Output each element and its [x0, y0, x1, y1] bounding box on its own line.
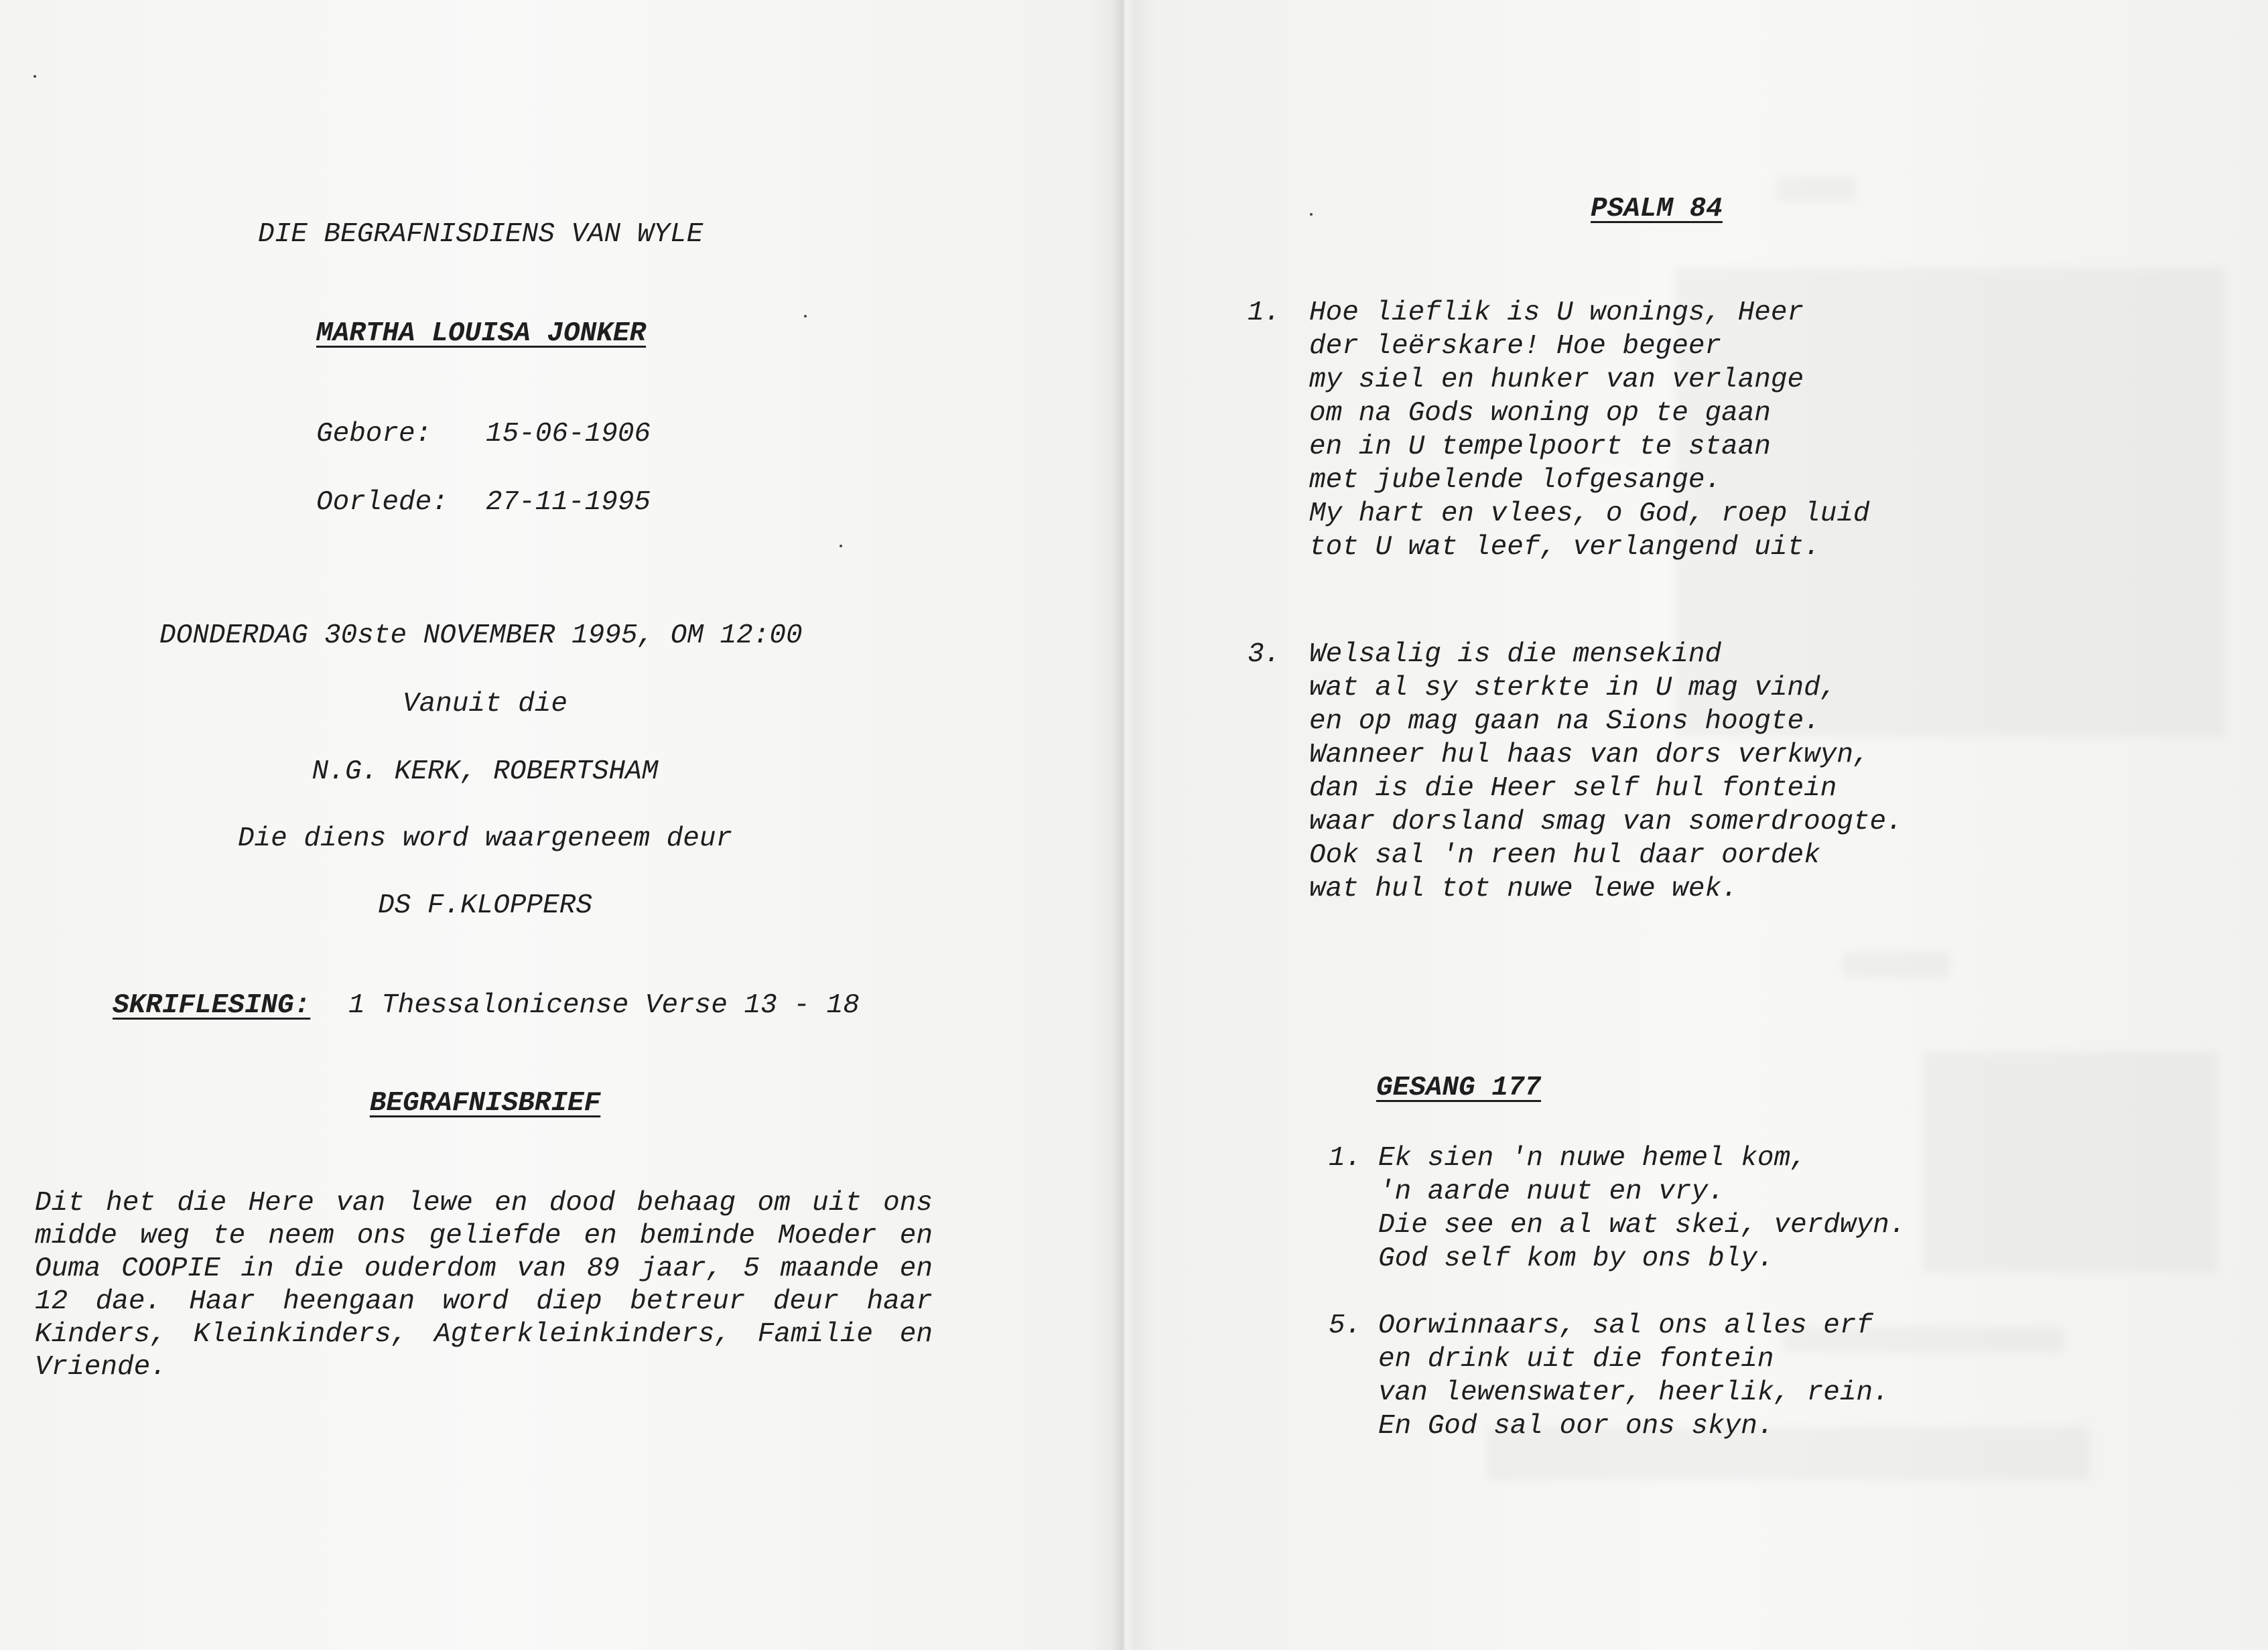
verse-line: Ook sal 'n reen hul daar oordek	[1309, 840, 1820, 871]
verse-line: en op mag gaan na Sions hoogte.	[1309, 706, 1820, 737]
verse-line: Wanneer hul haas van dors verkwyn,	[1309, 740, 1870, 770]
verse-line: En God sal oor ons skyn.	[1378, 1411, 1774, 1442]
hymn-verse-number: 1.	[1329, 1143, 1362, 1174]
verse-line: met jubelende lofgesange.	[1309, 465, 1722, 496]
verse-line: om na Gods woning op te gaan	[1309, 398, 1771, 429]
left-page	[0, 0, 1122, 1650]
funeral-letter-text: Dit het die Here van lewe en dood behaag om uit ons midde weg te neem ons geliefde en beminde Moeder en Ouma COOPIE in die ouderdom van 89 jaar, 5 maande en 12 dae. Haar heengaan word diep betreur deur haar Kinders, Kleinkinders, Agterkleinkinders, Familie en Vriende.	[35, 1188, 933, 1383]
verse-line: der leërskare! Hoe begeer	[1309, 331, 1722, 362]
born-date: 15-06-1906	[486, 419, 651, 450]
psalm-title: PSALM 84	[1591, 194, 1723, 224]
born-label: Gebore:	[316, 419, 432, 450]
died-date: 27-11-1995	[486, 487, 651, 518]
hymn-title: GESANG 177	[1376, 1073, 1542, 1103]
verse-line: My hart en vlees, o God, roep luid	[1309, 498, 1870, 529]
verse-line: my siel en hunker van verlange	[1309, 364, 1804, 395]
officiant-intro: Die diens word waargeneem deur	[237, 823, 733, 854]
verse-line: van lewenswater, heerlik, rein.	[1378, 1377, 1889, 1408]
deceased-name: MARTHA LOUISA JONKER	[316, 318, 647, 349]
verse-line: en drink uit die fontein	[1378, 1344, 1774, 1375]
verse-line: Hoe lieflik is U wonings, Heer	[1309, 297, 1804, 328]
verse-line: Ek sien 'n nuwe hemel kom,	[1378, 1143, 1807, 1174]
hymn-verse-number: 5.	[1329, 1310, 1362, 1341]
verse-line: God self kom by ons bly.	[1378, 1243, 1774, 1274]
verse-line: wat al sy sterkte in U mag vind,	[1309, 673, 1837, 703]
died-label: Oorlede:	[316, 487, 448, 518]
right-page	[1132, 0, 2268, 1650]
verse-line: 'n aarde nuut en vry.	[1378, 1176, 1725, 1207]
letter-heading: BEGRAFNISBRIEF	[369, 1088, 601, 1119]
verse-line: Die see en al wat skei, verdwyn.	[1378, 1210, 1906, 1241]
verse-line: waar dorsland smag van somerdroogte.	[1309, 807, 1903, 837]
verse-line: dan is die Heer self hul fontein	[1309, 773, 1837, 804]
service-heading: DIE BEGRAFNISDIENS VAN WYLE	[258, 219, 704, 250]
verse-line: Oorwinnaars, sal ons alles erf	[1378, 1310, 1873, 1341]
psalm-verse-number: 1.	[1248, 297, 1281, 328]
verse-line: Welsalig is die mensekind	[1309, 639, 1722, 670]
psalm-verse-number: 3.	[1248, 639, 1281, 670]
verse-line: en in U tempelpoort te staan	[1309, 431, 1771, 462]
from-label: Vanuit die	[402, 689, 568, 719]
verse-line: wat hul tot nuwe lewe wek.	[1309, 874, 1738, 904]
reading-reference: 1 Thessalonicense Verse 13 - 18	[348, 990, 860, 1021]
venue: N.G. KERK, ROBERTSHAM	[312, 756, 659, 787]
officiant: DS F.KLOPPERS	[378, 890, 592, 921]
verse-line: tot U wat leef, verlangend uit.	[1309, 532, 1820, 563]
reading-label: SKRIFLESING:	[113, 990, 311, 1021]
service-datetime: DONDERDAG 30ste NOVEMBER 1995, OM 12:00	[159, 620, 803, 651]
